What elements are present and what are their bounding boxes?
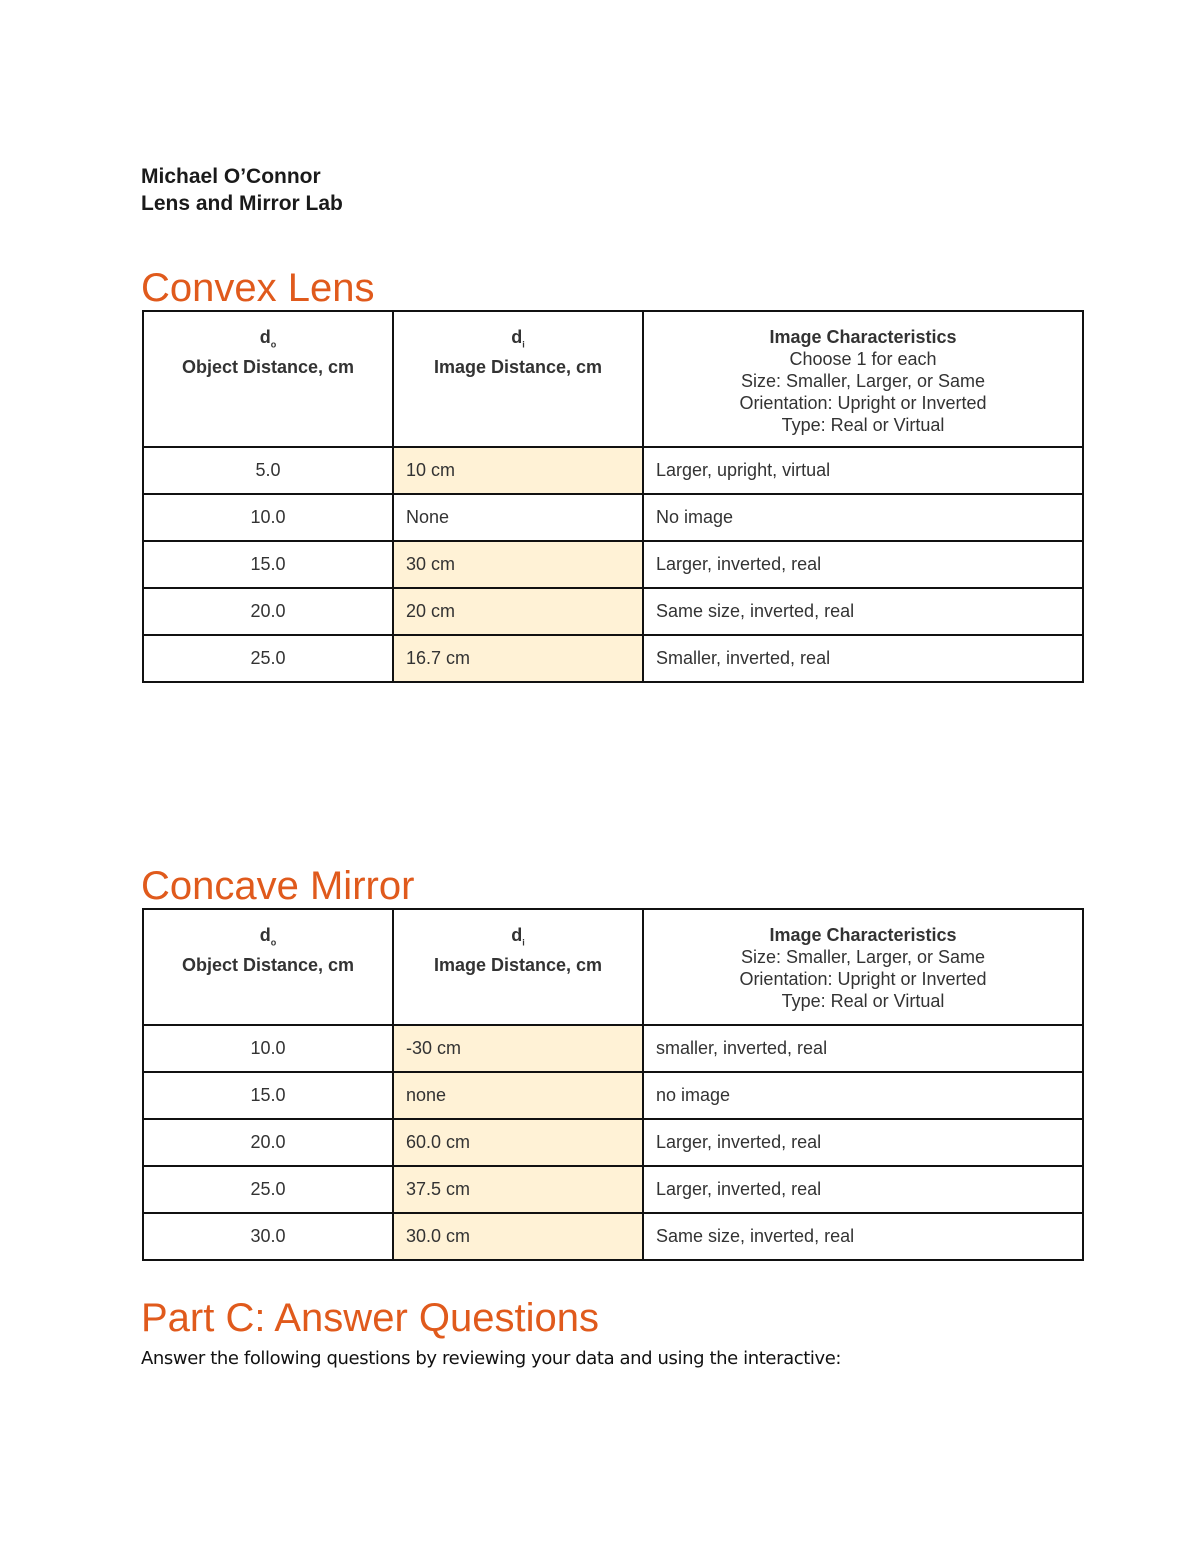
characteristics-cell[interactable]: Same size, inverted, real [643, 588, 1083, 635]
part-c-intro: Answer the following questions by reviewing your data and using the interactive: [141, 1348, 842, 1369]
characteristics-cell[interactable]: Same size, inverted, real [643, 1213, 1083, 1260]
image-distance-cell[interactable]: 60.0 cm [393, 1119, 643, 1166]
image-distance-cell[interactable]: 10 cm [393, 447, 643, 494]
image-distance-cell[interactable]: 20 cm [393, 588, 643, 635]
image-distance-cell[interactable]: 37.5 cm [393, 1166, 643, 1213]
convex-lens-table [142, 310, 1084, 683]
table-row [143, 1213, 1083, 1260]
image-distance-cell[interactable]: none [393, 1072, 643, 1119]
characteristics-cell[interactable]: Larger, inverted, real [643, 1119, 1083, 1166]
table-row [143, 541, 1083, 588]
table-row [143, 588, 1083, 635]
object-distance-cell: 10.0 [143, 494, 393, 541]
object-distance-cell: 5.0 [143, 447, 393, 494]
convex-lens-heading: Convex Lens [141, 266, 375, 310]
characteristics-cell[interactable]: Larger, inverted, real [643, 541, 1083, 588]
image-distance-cell[interactable]: 16.7 cm [393, 635, 643, 682]
table-row [143, 1166, 1083, 1213]
object-distance-cell: 20.0 [143, 588, 393, 635]
author-name: Michael O’Connor [141, 165, 321, 188]
table-row [143, 447, 1083, 494]
concave-mirror-table [142, 908, 1084, 1261]
table-row [143, 494, 1083, 541]
object-distance-cell: 15.0 [143, 541, 393, 588]
characteristics-cell[interactable]: smaller, inverted, real [643, 1025, 1083, 1072]
object-distance-cell: 20.0 [143, 1119, 393, 1166]
image-distance-cell[interactable]: 30.0 cm [393, 1213, 643, 1260]
image-characteristics-header: Image Characteristics Choose 1 for each Size: Smaller, Larger, or Same Orientation: Upright or Inverted Type: Real or Virtual [643, 311, 1083, 447]
table-row [143, 1119, 1083, 1166]
image-distance-cell[interactable]: 30 cm [393, 541, 643, 588]
table-header-row [143, 909, 1083, 1025]
table-row [143, 635, 1083, 682]
image-distance-header: $d_i$ Image Distance, cm [393, 311, 643, 447]
image-distance-header: $d_i$ Image Distance, cm [393, 909, 643, 1025]
image-distance-cell[interactable]: -30 cm [393, 1025, 643, 1072]
part-c-heading: Part C: Answer Questions [141, 1296, 599, 1340]
characteristics-cell[interactable]: Larger, upright, virtual [643, 447, 1083, 494]
object-distance-cell: 10.0 [143, 1025, 393, 1072]
object-distance-header: $d_o$ Object Distance, cm [143, 311, 393, 447]
table-header-row [143, 311, 1083, 447]
image-distance-cell[interactable]: None [393, 494, 643, 541]
image-characteristics-header: Image Characteristics Size: Smaller, Larger, or Same Orientation: Upright or Inverted Type: Real or Virtual [643, 909, 1083, 1025]
object-distance-cell: 25.0 [143, 1166, 393, 1213]
lab-title: Lens and Mirror Lab [141, 192, 343, 215]
characteristics-cell[interactable]: Smaller, inverted, real [643, 635, 1083, 682]
object-distance-header: $d_o$ Object Distance, cm [143, 909, 393, 1025]
author-block [141, 163, 343, 217]
characteristics-cell[interactable]: No image [643, 494, 1083, 541]
object-distance-cell: 15.0 [143, 1072, 393, 1119]
concave-mirror-heading: Concave Mirror [141, 864, 415, 908]
object-distance-cell: 30.0 [143, 1213, 393, 1260]
characteristics-cell[interactable]: Larger, inverted, real [643, 1166, 1083, 1213]
table-row [143, 1025, 1083, 1072]
object-distance-cell: 25.0 [143, 635, 393, 682]
table-row [143, 1072, 1083, 1119]
characteristics-cell[interactable]: no image [643, 1072, 1083, 1119]
